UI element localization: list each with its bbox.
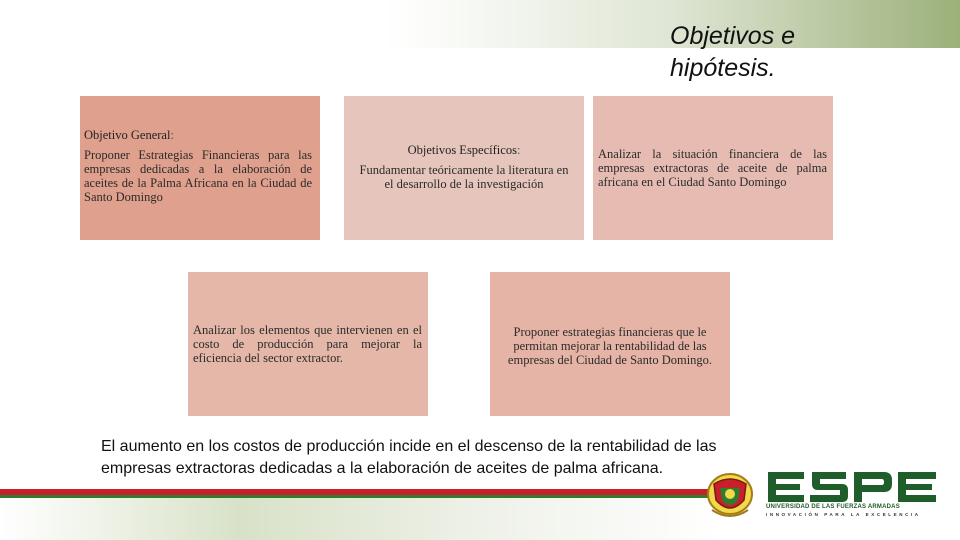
slide-title: Objetivos e hipótesis. [670, 22, 796, 82]
logo-motto: INNOVACIÓN PARA LA EXCELENCIA [766, 512, 921, 517]
espe-logo [700, 464, 940, 522]
objective-general-heading-colon: : [170, 128, 174, 142]
espe-wordmark-icon [764, 470, 940, 504]
footer-white-area [830, 520, 960, 540]
footer-green-stripe [0, 495, 720, 498]
hypothesis-text: El aumento en los costos de producción incide en el descenso de la rentabilidad de las empresas extractoras dedicadas a la elaboración de aceites de palma africana. [101, 438, 717, 477]
objectives-specific-heading-text: Objetivos Específicos [407, 143, 517, 157]
objectives-specific-heading [354, 143, 574, 157]
objective-general-text: Proponer Estrategias Financieras para las empresas dedicadas a la elaboración de aceites de la Palma Africana en la Ciudad de Santo Domingo [84, 148, 312, 204]
objective-propose-strategies-box [490, 272, 730, 416]
objective-financial-situation-box [593, 96, 833, 240]
header-fade [0, 0, 560, 48]
objective-general-box [80, 96, 320, 240]
objective-production-cost-box [188, 272, 428, 416]
objective-propose-strategies-text: Proponer estrategias financieras que le permitan mejorar la rentabilidad de las empresas del Ciudad de Santo Domingo. [507, 325, 713, 367]
university-crest-icon [704, 470, 756, 522]
objectives-specific-box [344, 96, 584, 240]
objective-general-heading [84, 128, 312, 142]
objectives-specific-heading-colon: : [516, 143, 521, 157]
objective-financial-situation-text: Analizar la situación financiera de las empresas extractoras de aceite de palma africana en el Ciudad Santo Domingo [598, 147, 827, 189]
objectives-specific-text: Fundamentar teóricamente la literatura en el desarrollo de la investigación [359, 163, 569, 191]
objective-production-cost-text: Analizar los elementos que intervienen en el costo de producción para mejorar la eficiencia del sector extractor. [193, 323, 422, 365]
logo-university-name: UNIVERSIDAD DE LAS FUERZAS ARMADAS [766, 504, 900, 510]
objective-general-heading-text: Objetivo General [84, 128, 171, 142]
